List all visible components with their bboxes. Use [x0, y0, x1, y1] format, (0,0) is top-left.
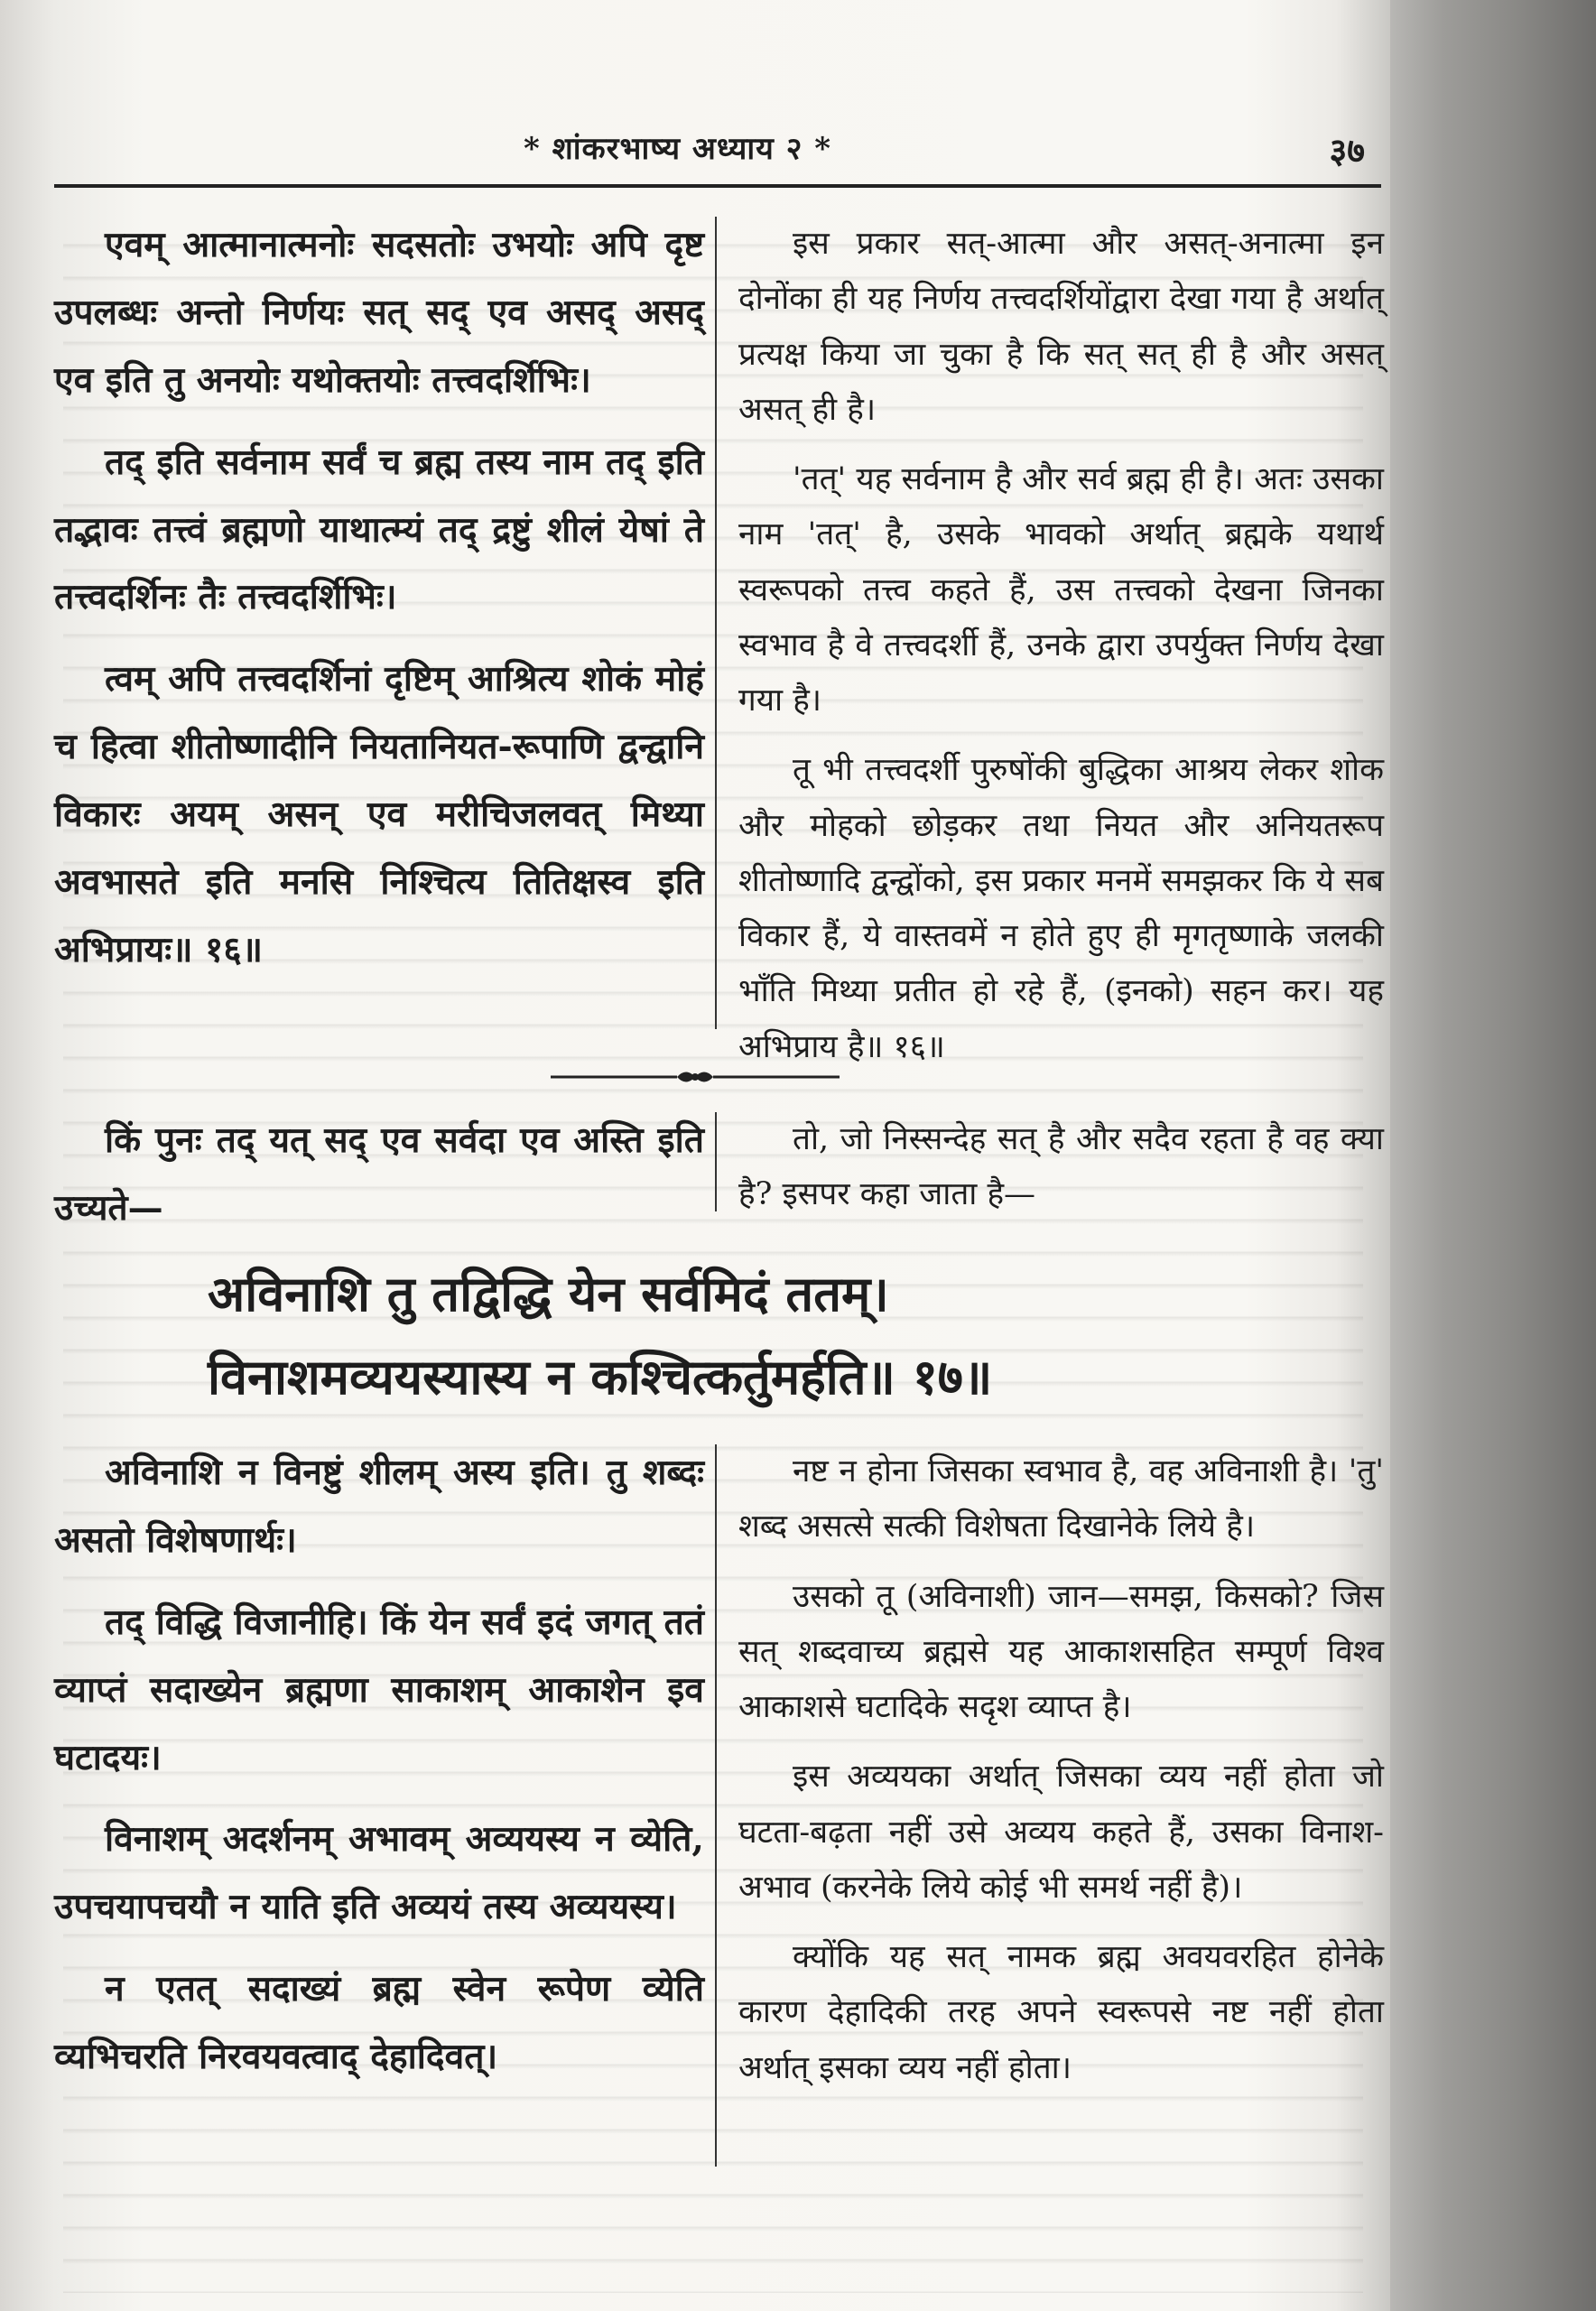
hindi-paragraph: क्योंकि यह सत् नामक ब्रह्म अवयवरहित होनेके कारण देहादिकी तरह अपने स्वरूपसे नष्ट नहीं होता अर्थात् इसका व्यय नहीं होता।	[738, 1939, 1384, 2086]
sanskrit-paragraph: न एतत् सदाख्यं ब्रह्म स्वेन रूपेण व्येति व्यभिचरति निरवयवत्वाद् देहादिवत्।	[54, 1968, 704, 2077]
hindi-paragraph: तो, जो निस्सन्देह सत् है और सदैव रहता है वह क्या है? इसपर कहा जाता है—	[738, 1121, 1384, 1213]
header-rule	[54, 184, 1381, 188]
sanskrit-paragraph: तद् विद्धि विजानीहि। किं येन सर्वं इदं जगत् ततं व्याप्तं सदाख्येन ब्रह्मणा साकाशम् आकाशेन इव घटादयः।	[54, 1601, 704, 1778]
commentary-hindi-1	[738, 217, 1384, 1090]
sanskrit-paragraph: तद् इति सर्वनाम सर्वं च ब्रह्म तस्य नाम तद् इति तद्भावः तत्त्वं ब्रह्मणो याथात्म्यं तद् द्रष्टुं शीलं येषां ते तत्त्वदर्शिनः तैः तत्त्वदर्शिभिः।	[54, 441, 704, 618]
commentary-sanskrit-1	[54, 211, 704, 998]
question-hindi	[738, 1112, 1384, 1238]
sanskrit-paragraph: एवम् आत्मानात्मनोः सदसतोः उभयोः अपि दृष्ट उपलब्धः अन्तो निर्णयः सत् सद् एव असद् असद् एव इति तु अनयोः यथोक्तयोः तत्त्वदर्शिभिः।	[54, 224, 704, 401]
hindi-paragraph: तू भी तत्त्वदर्शी पुरुषोंकी बुद्धिका आश्रय लेकर शोक और मोहको छोड़कर तथा नियत और अनियतरूप शीतोष्णादि द्वन्द्वोंको, इस प्रकार मनमें समझकर कि ये सब विकार हैं, ये वास्तवमें न होते हुए ही मृगतृष्णाके जलकी भाँति मिथ्या प्रतीत हो रहे हैं, (इनको) सहन कर। यह अभिप्राय है॥ १६॥	[738, 752, 1384, 1065]
sanskrit-paragraph: अविनाशि न विनष्टुं शीलम् अस्य इति। तु शब्दः असतो विशेषणार्थः।	[54, 1452, 704, 1561]
ornament-divider	[542, 1063, 849, 1091]
hindi-paragraph: 'तत्' यह सर्वनाम है और सर्व ब्रह्म ही है। अतः उसका नाम 'तत्' है, उसके भावको अर्थात् ब्रह्मके यथार्थ स्वरूपको तत्त्व कहते हैं, उस तत्त्वको देखना जिनका स्वभाव है वे तत्त्वदर्शी हैं, उनके द्वारा उपर्युक्त निर्णय देखा गया है।	[738, 461, 1384, 719]
hindi-paragraph: नष्ट न होना जिसका स्वभाव है, वह अविनाशी है। 'तु' शब्द असत्से सत्की विशेषता दिखानेके लिये है।	[738, 1453, 1384, 1545]
page-number: ३७	[1329, 130, 1365, 171]
page-gutter-shadow	[1390, 0, 1596, 2311]
page-header	[54, 126, 1379, 181]
column-divider	[715, 217, 717, 1029]
commentary-sanskrit-2	[54, 1439, 704, 2105]
commentary-hindi-2	[738, 1444, 1384, 2111]
verse-line-2: विनाशमव्ययस्यास्य न कश्चित्कर्तुमर्हति॥ १७॥	[208, 1347, 993, 1406]
running-head: * शांकरभाष्य अध्याय २ *	[524, 131, 832, 167]
verse-line-1: अविनाशि तु तद्विद्धि येन सर्वमिदं ततम्।	[208, 1265, 889, 1323]
column-divider	[715, 1112, 717, 1211]
sanskrit-paragraph: विनाशम् अदर्शनम् अभावम् अव्ययस्य न व्येति, उपचयापचयौ न याति इति अव्ययं तस्य अव्ययस्य।	[54, 1818, 704, 1928]
hindi-paragraph: इस प्रकार सत्-आत्मा और असत्-अनात्मा इन दोनोंका ही यह निर्णय तत्त्वदर्शियोंद्वारा देखा गया है अर्थात् प्रत्यक्ष किया जा चुका है कि सत् सत् ही है और असत् असत् ही है।	[738, 226, 1384, 428]
column-divider	[715, 1444, 717, 2167]
sanskrit-paragraph: त्वम् अपि तत्त्वदर्शिनां दृष्टिम् आश्रित्य शोकं मोहं च हित्वा शीतोष्णादीनि नियतानियत-रूपाणि द्वन्द्वानि विकारः अयम् असन् एव मरीचिजलवत् मिथ्या अवभासते इति मनसि निश्चित्य तितिक्षस्व इति अभिप्रायः॥ १६॥	[54, 658, 704, 970]
gita-verse-17	[208, 1253, 1363, 1419]
hindi-paragraph: उसको तू (अविनाशी) जान—समझ, किसको? जिस सत् शब्दवाच्य ब्रह्मसे यह आकाशसहित सम्पूर्ण विश्व आकाशसे घटादिके सदृश व्याप्त है।	[738, 1578, 1384, 1725]
sanskrit-paragraph: किं पुनः तद् यत् सद् एव सर्वदा एव अस्ति इति उच्यते—	[54, 1119, 704, 1229]
hindi-paragraph: इस अव्ययका अर्थात् जिसका व्यय नहीं होता जो घटता-बढ़ता नहीं उसे अव्यय कहते हैं, उसका विनाश-अभाव (करनेके लिये कोई भी समर्थ नहीं है)।	[738, 1759, 1384, 1906]
question-sanskrit	[54, 1107, 704, 1257]
